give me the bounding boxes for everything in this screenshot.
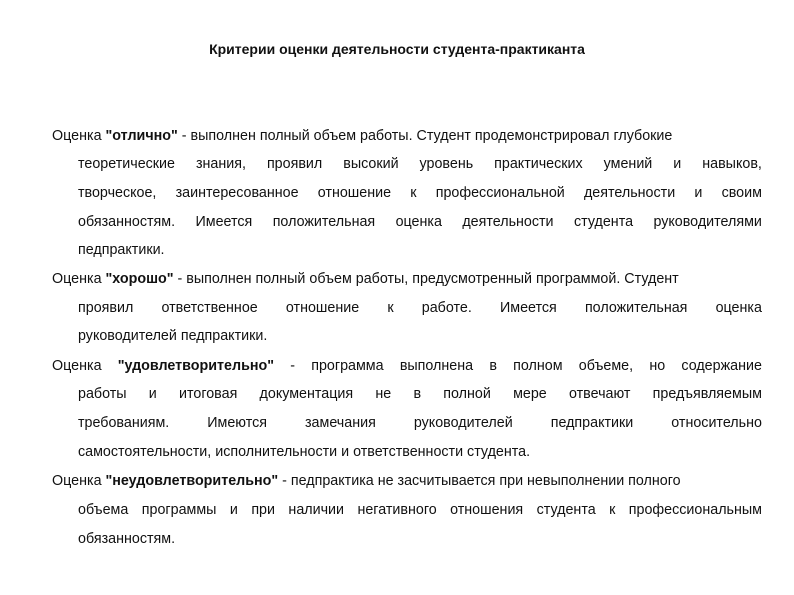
word: в xyxy=(413,386,422,402)
criterion-prefix: Оценка xyxy=(52,358,102,374)
criterion-unsatisfactory-line-3: обязанностям. xyxy=(78,531,176,547)
word: негативного xyxy=(357,502,437,518)
criterion-excellent-line-4 xyxy=(78,213,762,231)
word: положительная xyxy=(272,214,376,230)
word: заинтересованное xyxy=(175,185,299,201)
word: итоговая xyxy=(179,386,238,402)
word: проявил xyxy=(78,300,134,316)
criterion-good-line-3: руководителей педпрактики. xyxy=(78,328,268,344)
criterion-grade: "хорошо" xyxy=(105,271,174,287)
word: мере xyxy=(513,386,547,402)
word: отношение xyxy=(285,300,360,316)
word: обязанностям. xyxy=(78,214,176,230)
word: замечания xyxy=(305,415,376,431)
criterion-satisfactory-line-2 xyxy=(78,385,762,403)
word: документация xyxy=(259,386,354,402)
criterion-text: - педпрактика не засчитывается при невыполнении полного xyxy=(282,473,681,489)
word: Имеется xyxy=(195,214,253,230)
word: оценка xyxy=(395,214,442,230)
word: работе. xyxy=(421,300,472,316)
criterion-good-line-1 xyxy=(52,270,679,288)
word: относительно xyxy=(671,415,762,431)
word: положительная xyxy=(584,300,688,316)
word: объема xyxy=(78,502,129,518)
criterion-unsatisfactory-line-2 xyxy=(78,501,762,519)
word: профессиональной xyxy=(435,185,565,201)
word: руководителей xyxy=(413,415,513,431)
word: уровень xyxy=(419,156,474,172)
word: педпрактики xyxy=(550,415,634,431)
criterion-text: - выполнен полный объем работы. Студент продемонстрировал глубокие xyxy=(181,128,673,144)
word: - xyxy=(290,358,295,374)
word: деятельности xyxy=(583,185,676,201)
criterion-satisfactory-line-4: самостоятельности, исполнительности и ответственности студента. xyxy=(78,444,531,460)
word: к xyxy=(609,502,616,518)
word: студента xyxy=(536,502,596,518)
word: в xyxy=(489,358,497,374)
word: отвечают xyxy=(568,386,631,402)
word: работы xyxy=(78,386,127,402)
word: руководителями xyxy=(653,214,762,230)
word: творческое, xyxy=(78,185,157,201)
word: и xyxy=(229,502,238,518)
word: Имеются xyxy=(207,415,267,431)
criterion-unsatisfactory-line-1 xyxy=(52,472,681,490)
word: содержание xyxy=(681,358,762,374)
word: программа xyxy=(311,358,384,374)
criterion-grade: "отлично" xyxy=(105,128,178,144)
criterion-prefix: Оценка xyxy=(52,128,102,144)
criterion-satisfactory-line-1 xyxy=(52,357,762,375)
word: умений xyxy=(603,156,653,172)
criterion-excellent-line-2 xyxy=(78,155,762,173)
word: деятельности xyxy=(462,214,554,230)
criterion-prefix: Оценка xyxy=(52,271,102,287)
word: и xyxy=(148,386,157,402)
word: Имеется xyxy=(499,300,557,316)
word: выполнена xyxy=(399,358,474,374)
criterion-excellent-line-3 xyxy=(78,184,762,202)
word: высокий xyxy=(343,156,399,172)
word: при xyxy=(251,502,275,518)
criterion-excellent-line-5: педпрактики. xyxy=(78,242,165,258)
word: проявил xyxy=(266,156,323,172)
word: практических xyxy=(494,156,583,172)
word: отношения xyxy=(450,502,524,518)
word: студента xyxy=(573,214,634,230)
word: к xyxy=(387,300,394,316)
criterion-satisfactory-line-3 xyxy=(78,414,762,432)
word: знания, xyxy=(195,156,246,172)
word: оценка xyxy=(715,300,762,316)
criterion-prefix: Оценка xyxy=(52,473,102,489)
criterion-text: - выполнен полный объем работы, предусмотренный программой. Студент xyxy=(177,271,679,287)
word: и xyxy=(694,185,703,201)
word: к xyxy=(410,185,417,201)
word: ответственное xyxy=(161,300,258,316)
word: и xyxy=(673,156,682,172)
word: навыков, xyxy=(702,156,762,172)
document-title: Критерии оценки деятельности студента-практиканта xyxy=(209,41,585,57)
word: наличии xyxy=(288,502,345,518)
word: объеме, xyxy=(578,358,634,374)
word: предъявляемым xyxy=(652,386,762,402)
criterion-grade: "удовлетворительно" xyxy=(117,358,275,374)
criterion-excellent-line-1 xyxy=(52,127,672,145)
word: программы xyxy=(141,502,217,518)
word: отношение xyxy=(317,185,392,201)
criterion-good-line-2 xyxy=(78,299,762,317)
word: профессиональным xyxy=(628,502,762,518)
word: не xyxy=(375,386,392,402)
word: своим xyxy=(721,185,762,201)
word: полном xyxy=(513,358,563,374)
word: теоретические xyxy=(78,156,175,172)
word: полной xyxy=(443,386,491,402)
criterion-grade: "неудовлетворительно" xyxy=(105,473,279,489)
word: но xyxy=(649,358,666,374)
word: требованиям. xyxy=(78,415,170,431)
